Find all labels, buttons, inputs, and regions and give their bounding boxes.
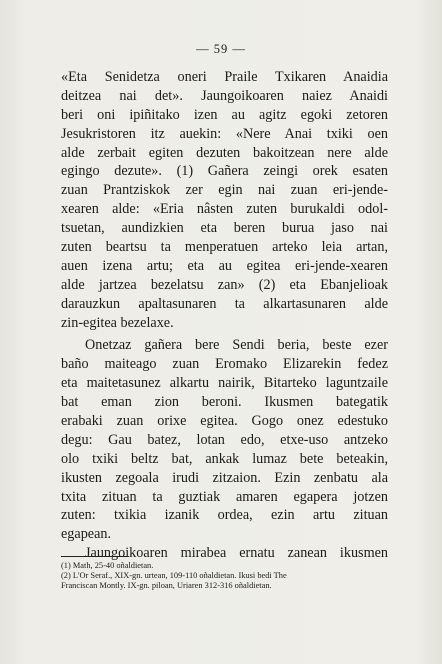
body-text xyxy=(61,68,388,563)
text-line: eta maitetasunez alkartu nairik, Bitarteko laguntzaile xyxy=(61,375,388,392)
text-line: zin-egitea bezelaxe. xyxy=(61,314,174,331)
text-line: txita zituan ta guztiak amaren egapera jotzen xyxy=(61,488,388,505)
text-line: erabaki zuan orixe egitea. Gogo onez edestuko xyxy=(61,413,388,430)
text-line: alde jartzea bezelatsu zan» (2) eta Ebanjelioak xyxy=(61,276,388,293)
text-line: baño maiteago zuan Eromako Elizarekin fedez xyxy=(61,356,388,373)
footnote-2: (2) L'Or Seraf., XIX-gn. urtean, 109-110 oñaldietan. Ikusi bedi The xyxy=(61,570,287,580)
text-line: egingo dezute». (1) Gañera zeingi orek esaten xyxy=(61,163,388,180)
text-line: egapean. xyxy=(61,526,112,543)
text-line: zuten: txikia izanik ordea, ezin artu zituan xyxy=(61,507,388,524)
text-line: tsuetan, aundizkien eta beren burua jaso nai xyxy=(61,220,388,237)
text-line: Jaungoikoaren mirabea ernatu zanean ikusmen xyxy=(85,545,388,562)
text-line: zuan Prantziskok zer egin nai zuan eri-jende- xyxy=(61,182,388,199)
text-line: degu: Gau batez, lotan edo, etxe-uso antzeko xyxy=(61,431,388,448)
text-line: bat eman zion beroni. Ikusmen bategatik xyxy=(61,394,388,411)
text-line: Onetzaz gañera bere Sendi beria, beste ezer xyxy=(85,337,388,354)
text-line: ikusten zegoala irudi zitzaion. Ezin zenbatu ala xyxy=(61,469,388,486)
footnote-1: (1) Math, 25-40 oñaldietan. xyxy=(61,561,154,570)
text-line: «Eta Senidetza oneri Praile Txikaren Anaidia xyxy=(61,69,388,85)
page-number: — 59 — xyxy=(196,42,246,56)
text-line: darauzkun apaltasunaren ta alkartasunaren alde xyxy=(61,295,388,312)
footnote-divider xyxy=(61,556,129,557)
paragraph-1 xyxy=(61,68,388,332)
text-line: alde zerbait egiten dezuten bakoitzean nere alde xyxy=(61,144,388,161)
text-line: beri oni ipiñitako izen au agitz egoki zetoren xyxy=(61,106,388,123)
footnotes xyxy=(61,561,391,590)
text-line: xearen alde: «Eria nâsten zuten burukaldi odol- xyxy=(61,201,388,218)
text-line: deitzea nai det». Jaungoikoaren naiez Anaidi xyxy=(61,87,388,104)
text-line: olo txiki beltz bat, ankak lumaz bete beteakin, xyxy=(61,450,388,467)
text-line: zuten beartsu ta menperatuen arteko leia artan, xyxy=(61,239,388,256)
paragraph-2 xyxy=(61,336,388,544)
text-line: auen izena artu; eta au egitea eri-jende-xearen xyxy=(61,257,388,274)
footnote-2-continued: Franciscan Montly. IX-gn. piloan, Uriaren 312-316 oñaldietan. xyxy=(61,580,272,590)
text-line: Jesukristoren itz auekin: «Nere Anai txiki oen xyxy=(61,125,388,142)
